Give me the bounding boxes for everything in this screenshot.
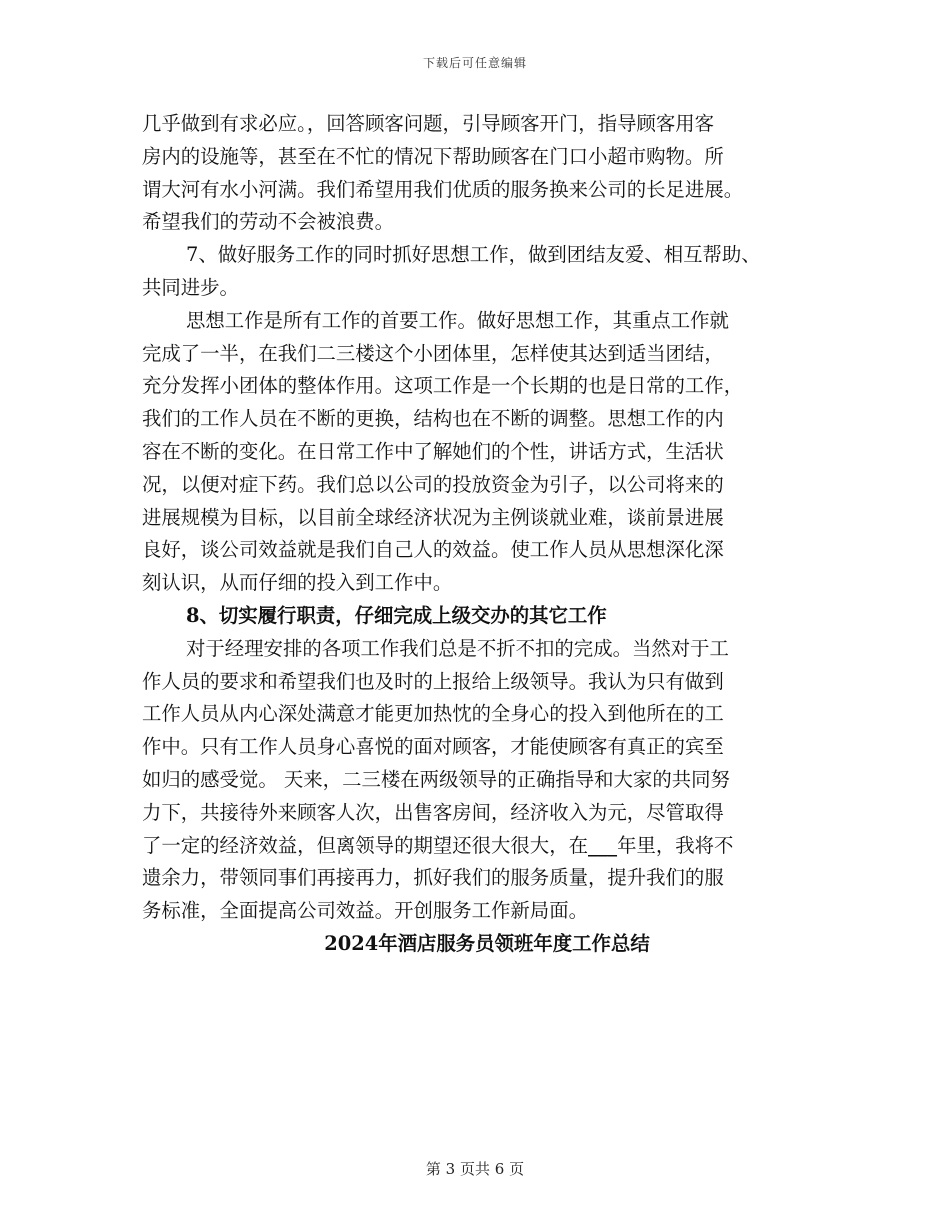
page-footer: 第 3 页共 6 页 — [425, 1160, 525, 1178]
text-line: 房内的设施等，甚至在不忙的情况下帮助顾客在门口小超市购物。所 — [142, 144, 724, 168]
paragraph-start: 思想工作是所有工作的首要工作。做好思想工作，其重点工作就 — [186, 308, 729, 332]
text-line: 我们的工作人员在不断的更换，结构也在不断的调整。思想工作的内 — [142, 407, 724, 431]
text-line: 工作人员从内心深处满意才能更加热忱的全身心的投入到他所在的工 — [142, 702, 724, 726]
text-line: 充分发挥小团体的整体作用。这项工作是一个长期的也是日常的工作， — [142, 374, 744, 398]
text-segment: 年里，我将不 — [617, 833, 734, 857]
text-line: 刻认识，从而仔细的投入到工作中。 — [142, 571, 453, 595]
text-line: 务标准，全面提高公司效益。开创服务工作新局面。 — [142, 899, 588, 923]
page-header: 下载后可任意编辑 — [422, 56, 527, 70]
document-body — [142, 108, 832, 961]
text-line: 力下，共接待外来顾客人次，出售客房间，经济收入为元，尽管取得 — [142, 800, 724, 824]
section-title: 2024年酒店服务员领班年度工作总结 — [324, 931, 650, 955]
text-line: 谓大河有水小河满。我们希望用我们优质的服务换来公司的长足进展。 — [142, 177, 744, 201]
text-line: 遗余力，带领同事们再接再力，抓好我们的服务质量，提升我们的服 — [142, 866, 724, 890]
text-line: 几乎做到有求必应。，回答顾客问题，引导顾客开门，指导顾客用客 — [142, 112, 715, 135]
text-line: 作中。只有工作人员身心喜悦的面对顾客，才能使顾客有真正的宾至 — [142, 735, 724, 759]
text-segment: 了一定的经济效益，但离领导的期望还很大很大，在 — [142, 833, 588, 857]
paragraph-start: 对于经理安排的各项工作我们总是不折不扣的完成。当然对于工 — [186, 636, 729, 660]
text-line: 作人员的要求和希望我们也及时的上报给上级领导。我认为只有做到 — [142, 669, 724, 693]
numbered-heading-8: 8、切实履行职责，仔细完成上级交办的其它工作 — [186, 603, 607, 627]
text-line: 进展规模为目标，以目前全球经济状况为主例谈就业难，谈前景进展 — [142, 505, 724, 529]
fill-in-blank: ___ — [587, 833, 618, 857]
text-line: 如归的感受觉。 天来，二三楼在两级领导的正确指导和大家的共同努 — [142, 767, 730, 791]
text-line — [142, 830, 832, 863]
text-line: 共同进步。 — [142, 275, 239, 299]
text-line: 良好，谈公司效益就是我们自己人的效益。使工作人员从思想深化深 — [142, 538, 724, 562]
numbered-heading-7: 7、做好服务工作的同时抓好思想工作，做到团结友爱、相互帮助、 — [186, 243, 761, 267]
text-line: 完成了一半，在我们二三楼这个小团体里，怎样使其达到适当团结， — [142, 341, 724, 365]
text-line: 况，以便对症下药。我们总以公司的投放资金为引子，以公司将来的 — [142, 472, 724, 496]
text-line: 希望我们的劳动不会被浪费。 — [142, 210, 395, 234]
text-line: 容在不断的变化。在日常工作中了解她们的个性，讲话方式，生活状 — [142, 439, 724, 463]
